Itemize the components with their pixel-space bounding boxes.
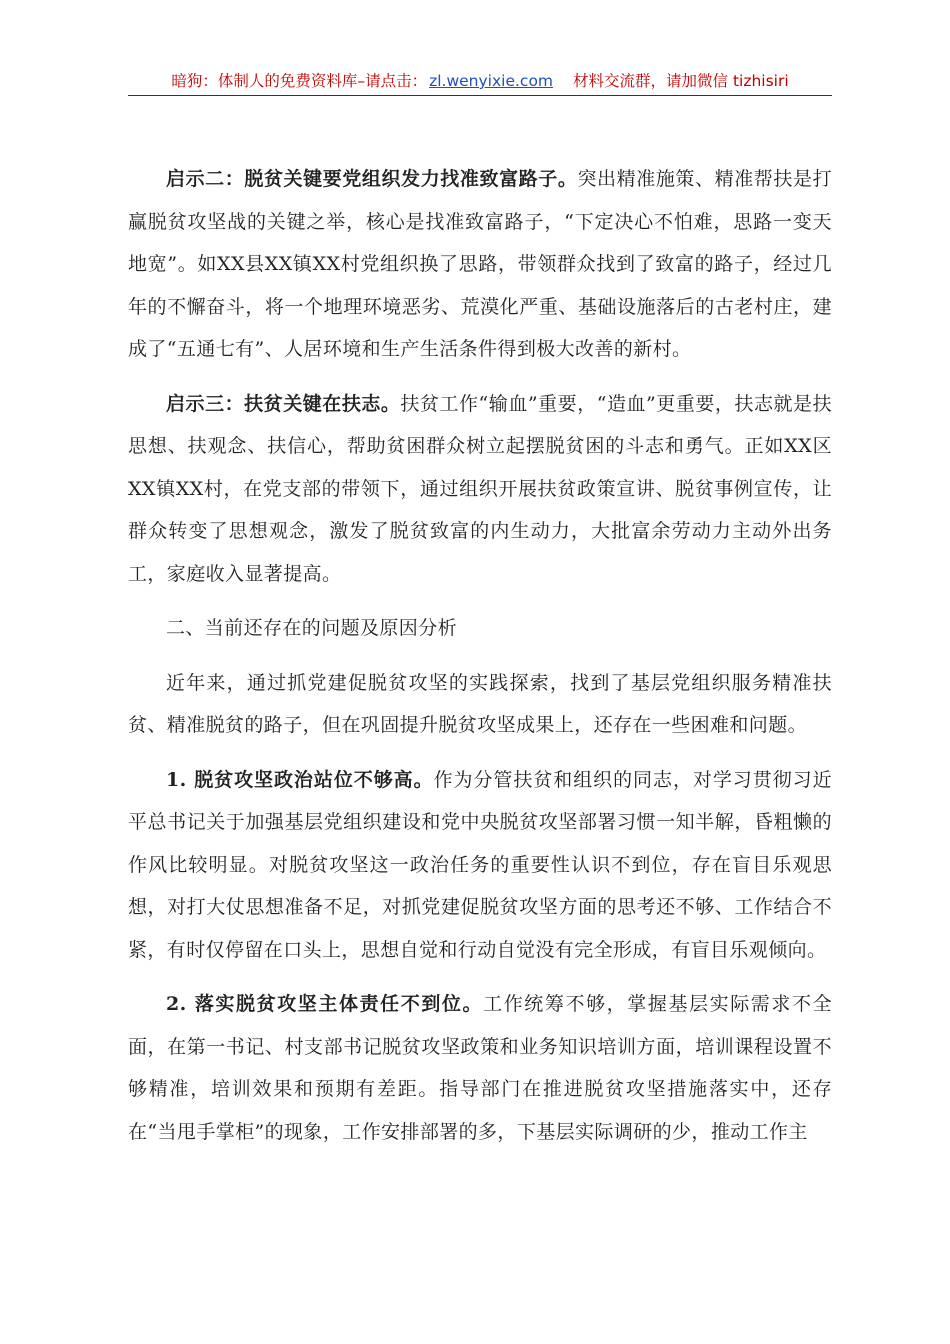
section-heading: 二、当前还存在的问题及原因分析 [166, 617, 458, 639]
issue-two [128, 983, 832, 1153]
header-brand: 暗狗：体制人的免费资料库 [171, 72, 358, 90]
section-intro: 近年来，通过抓党建促脱贫攻坚的实践探索，找到了基层党组织服务精准扶贫、精准脱贫的路子，但在巩固提升脱贫攻坚成果上，还存在一些困难和问题。 [128, 671, 832, 736]
paragraph-insight-three [128, 383, 832, 596]
issue-one [128, 759, 832, 972]
paragraph-text: 突出精准施策、精准帮扶是打赢脱贫攻坚战的关键之举，核心是找准致富路子，“下定决心不怕难，思路一变天地宽”。如XX县XX镇XX村党组织换了思路，带领群众找到了致富的路子，经过几年的不懈奋斗，将一个地理环境恶劣、荒漠化严重、基础设施落后的古老村庄，建成了“五通七有”、人居环境和生产生活条件得到极大改善的新村。 [128, 168, 832, 360]
issue-lead: 2. 落实脱贫攻坚主体责任不到位。 [166, 993, 484, 1015]
header-prompt: –请点击： [357, 72, 428, 90]
header-link[interactable]: zl.wenyixie.com [429, 72, 554, 90]
paragraph-text: 扶贫工作“输血”重要，“造血”更重要，扶志就是扶思想、扶观念、扶信心，帮助贫困群众树立起摆脱贫困的斗志和勇气。正如XX区XX镇XX村，在党支部的带领下，通过组织开展扶贫政策宣讲、脱贫事例宣传，让群众转变了思想观念，激发了脱贫致富的内生动力，大批富余劳动力主动外出务工，家庭收入显著提高。 [128, 392, 832, 585]
paragraph-insight-two [128, 158, 832, 371]
header-contact: 材料交流群，请加微信 tizhisiri [573, 72, 789, 90]
document-body [128, 158, 832, 1165]
issue-text: 工作统筹不够，掌握基层实际需求不全面，在第一书记、村支部书记脱贫攻坚政策和业务知识培训方面，培训课程设置不够精准，培训效果和预期有差距。指导部门在推进脱贫攻坚措施落实中，还存在“当甩手掌柜”的现象，工作安排部署的多，下基层实际调研的少，推动工作主 [128, 993, 832, 1143]
header-divider [128, 95, 832, 96]
paragraph-lead: 启示二：脱贫关键要党组织发力找准致富路子。 [166, 168, 578, 190]
issue-lead: 1. 脱贫攻坚政治站位不够高。 [166, 768, 434, 791]
page-header [128, 70, 832, 92]
paragraph-lead: 启示三：扶贫关键在扶志。 [166, 392, 401, 415]
issue-text: 作为分管扶贫和组织的同志，对学习贯彻习近平总书记关于加强基层党组织建设和党中央脱贫攻坚部署习惯一知半解，昏粗懒的作风比较明显。对脱贫攻坚这一政治任务的重要性认识不到位，存在盲目乐观思想，对打大仗思想准备不足，对抓党建促脱贫攻坚方面的思考还不够、工作结合不紧，有时仅停留在口头上，思想自觉和行动自觉没有完全形成，有盲目乐观倾向。 [128, 768, 832, 961]
